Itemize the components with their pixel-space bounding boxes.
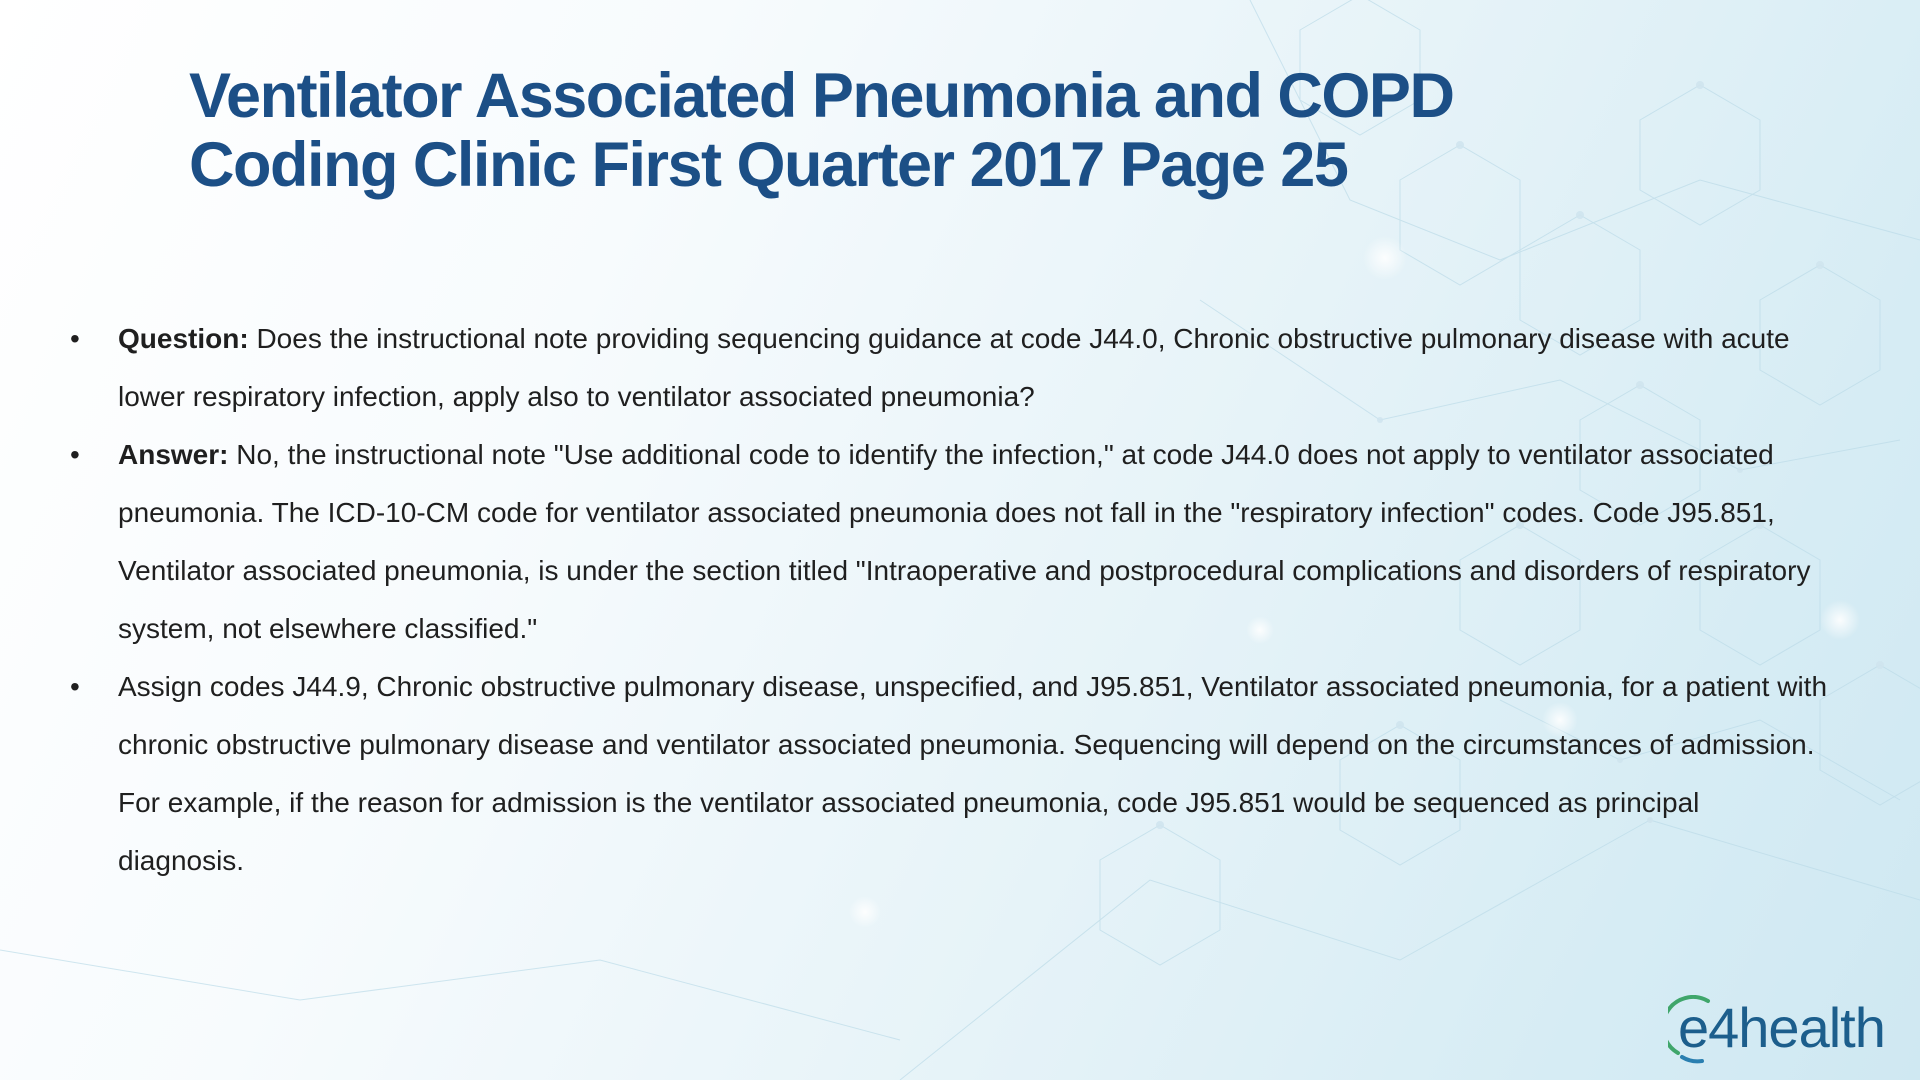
title-line-1: Ventilator Associated Pneumonia and COPD	[189, 61, 1454, 131]
bullet-lead-question: Question:	[118, 323, 249, 354]
title-line-2: Coding Clinic First Quarter 2017 Page 25	[189, 130, 1348, 200]
bullet-item-assign	[70, 658, 1830, 890]
bullet-text-assign: Assign codes J44.9, Chronic obstructive pulmonary disease, unspecified, and J95.851, Ventilator associated pneumonia, for a patient with chronic obstructive pulmonary disease and ventilator associated pneumonia. Sequencing will depend on the circumstances of admission. For example, if the reason for admission is the ventilator associated pneumonia, code J95.851 would be sequenced as principal diagnosis.	[118, 671, 1828, 876]
logo-text: e4health	[1678, 996, 1885, 1059]
bullet-marker: •	[70, 671, 80, 702]
bullet-marker: •	[70, 439, 80, 470]
bullet-lead-answer: Answer:	[118, 439, 229, 470]
bullet-text-answer: No, the instructional note "Use additional code to identify the infection," at code J44.0 does not apply to ventilator associated pneumonia. The ICD-10-CM code for ventilator associated pneumonia does not fall in the "respiratory infection" codes. Code J95.851, Ventilator associated pneumonia, is under the section titled "Intraoperative and postprocedural complications and disorders of respiratory system, not elsewhere classified."	[118, 439, 1811, 644]
bullet-item-answer	[70, 426, 1830, 658]
bullet-item-question	[70, 310, 1830, 426]
slide-title	[189, 62, 1689, 200]
e4health-logo	[1668, 995, 1898, 1065]
bullet-text-question: Does the instructional note providing sequencing guidance at code J44.0, Chronic obstructive pulmonary disease with acute lower respiratory infection, apply also to ventilator associated pneumonia?	[118, 323, 1790, 412]
bullet-marker: •	[70, 323, 80, 354]
bullet-list	[70, 310, 1830, 890]
